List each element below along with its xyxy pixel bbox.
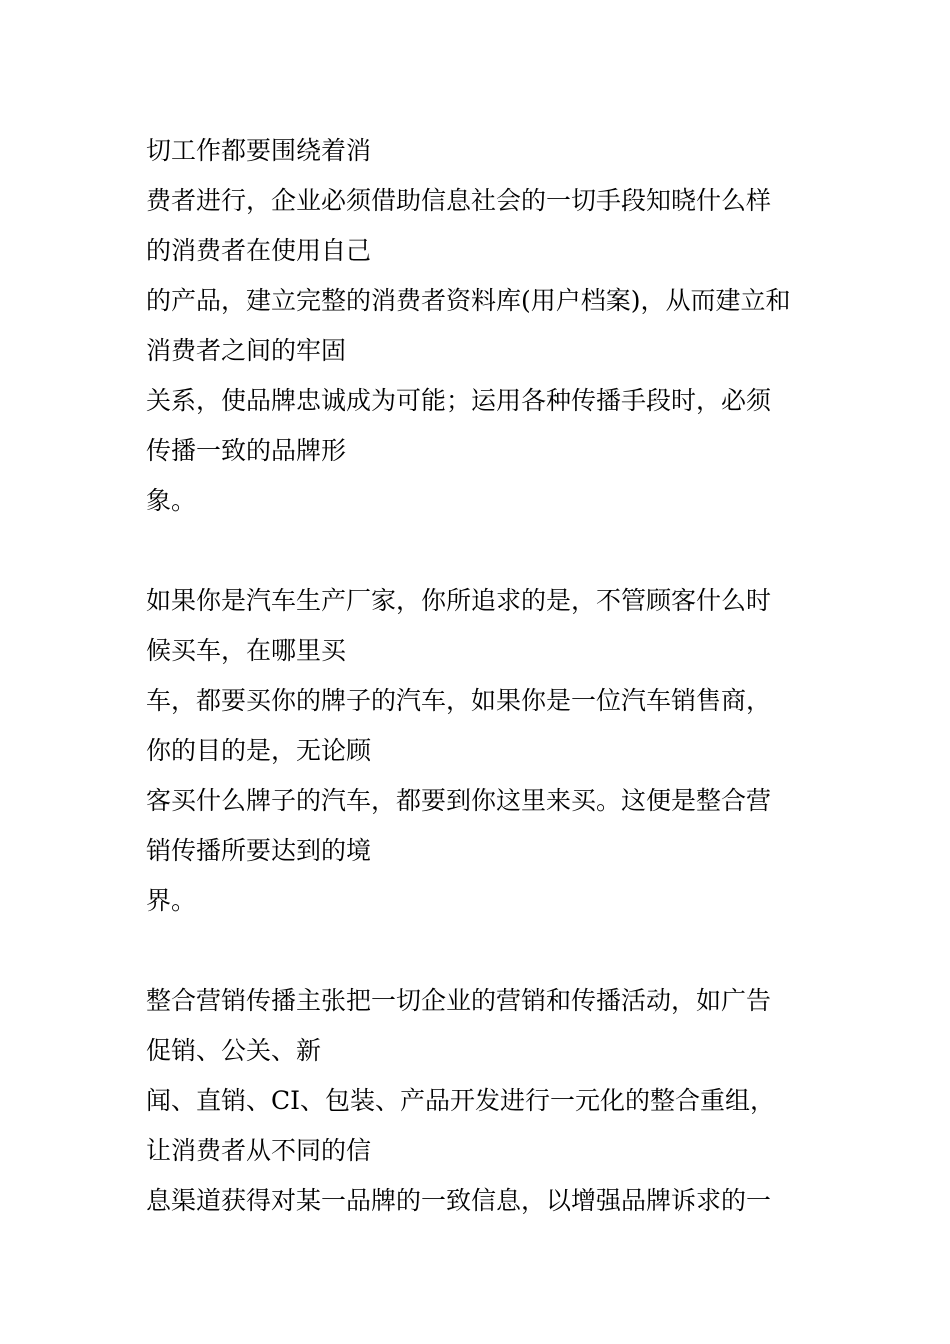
- paragraph-spacer: [146, 931, 826, 981]
- paragraph-spacer: [146, 531, 826, 581]
- text-line: 闻、直销、CI、包装、产品开发进行一元化的整合重组，: [146, 1086, 776, 1115]
- text-line: 费者进行，企业必须借助信息社会的一切手段知晓什么样: [146, 186, 772, 215]
- text-line: 销传播所要达到的境: [146, 836, 372, 865]
- text-line: 候买车，在哪里买: [146, 636, 347, 665]
- paragraph: [146, 131, 826, 531]
- text-line: 切工作都要围绕着消: [146, 136, 372, 165]
- text-line: 界。: [146, 886, 197, 915]
- text-line: 象。: [146, 486, 197, 515]
- paragraph: [146, 581, 826, 931]
- text-line: 促销、公关、新: [146, 1036, 322, 1065]
- text-line: 消费者之间的牢固: [146, 336, 347, 365]
- text-line: 客买什么牌子的汽车，都要到你这里来买。这便是整合营: [146, 786, 772, 815]
- text-line: 让消费者从不同的信: [146, 1136, 372, 1165]
- text-line: 关系，使品牌忠诚成为可能；运用各种传播手段时，必须: [146, 386, 772, 415]
- text-line: 你的目的是，无论顾: [146, 736, 372, 765]
- paragraph: [146, 981, 826, 1231]
- text-line: 息渠道获得对某一品牌的一致信息，以增强品牌诉求的一: [146, 1186, 772, 1215]
- text-line: 整合营销传播主张把一切企业的营销和传播活动，如广告: [146, 986, 772, 1015]
- text-line: 传播一致的品牌形: [146, 436, 347, 465]
- text-line: 的消费者在使用自己: [146, 236, 372, 265]
- text-line: 的产品，建立完整的消费者资料库(用户档案)，从而建立和: [146, 286, 791, 315]
- text-line: 车，都要买你的牌子的汽车，如果你是一位汽车销售商，: [146, 686, 772, 715]
- document-body: [146, 131, 826, 1231]
- text-line: 如果你是汽车生产厂家，你所追求的是，不管顾客什么时: [146, 586, 772, 615]
